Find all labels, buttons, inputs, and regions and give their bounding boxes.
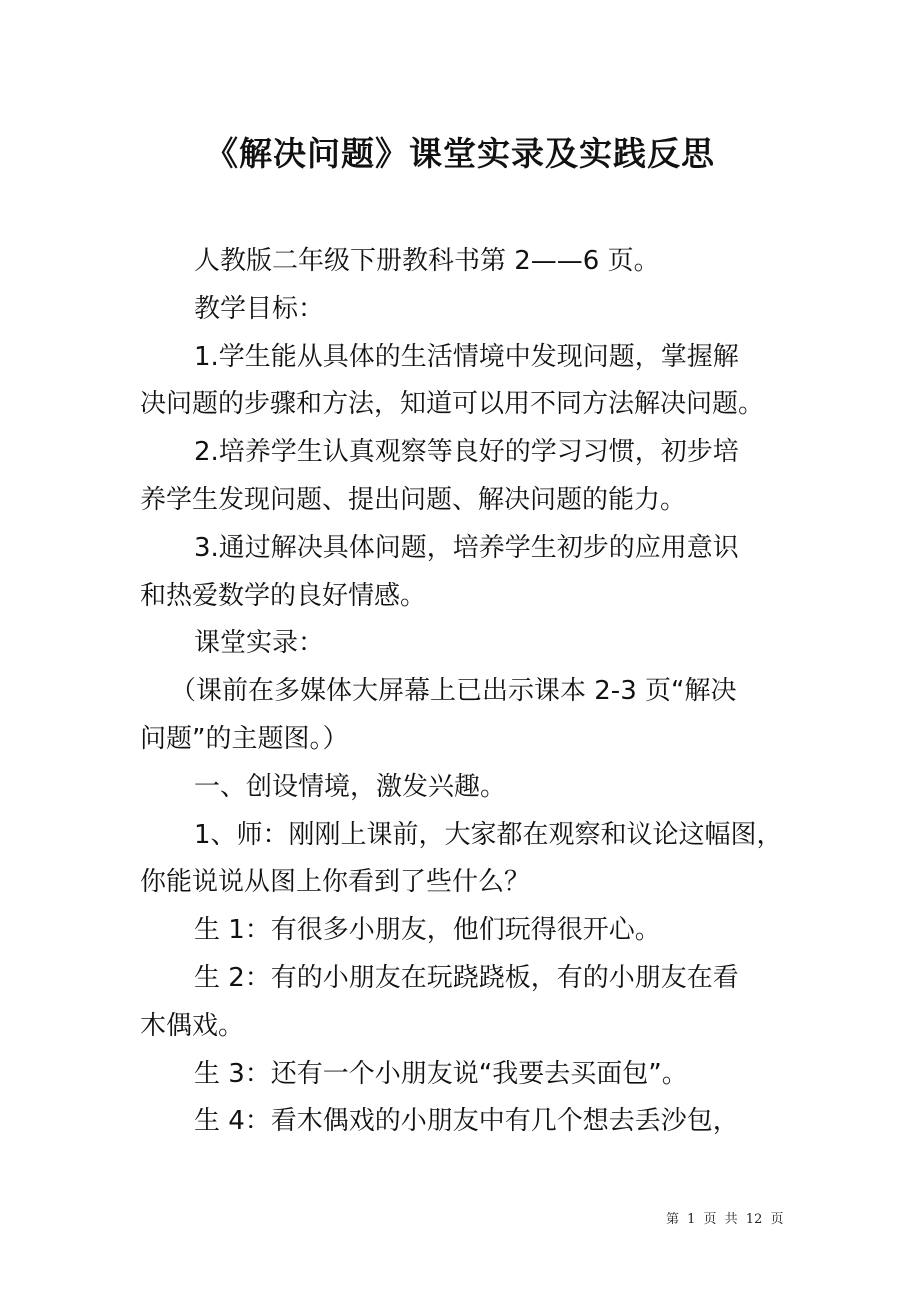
text-line: 1、师：刚刚上课前，大家都在观察和议论这幅图，: [194, 819, 783, 850]
text-line: 3.通过解决具体问题，培养学生初步的应用意识: [194, 532, 739, 563]
text-line: 生 1：有很多小朋友，他们玩得很开心。: [194, 915, 661, 946]
document-body: [140, 238, 800, 1146]
text-line: 2.培养学生认真观察等良好的学习习惯，初步培: [194, 437, 739, 468]
text-line: 你能说说从图上你看到了些什么？: [140, 867, 531, 898]
text-line: 一、创设情境，激发兴趣。: [194, 771, 507, 802]
text-line: 决问题的步骤和方法，知道可以用不同方法解决问题。: [140, 389, 765, 420]
text-line: 问题”的主题图。）: [140, 723, 349, 754]
page-number-footer: 第 1 页 共 12 页: [666, 1212, 784, 1227]
text-line: 生 2：有的小朋友在玩跷跷板，有的小朋友在看: [194, 962, 739, 993]
text-line: 养学生发现问题、提出问题、解决问题的能力。: [140, 484, 687, 515]
document-title: 《解决问题》课堂实录及实践反思: [205, 134, 715, 173]
text-line: 和热爱数学的良好情感。: [140, 580, 427, 611]
text-line: 木偶戏。: [140, 1010, 245, 1041]
text-line: 1.学生能从具体的生活情境中发现问题，掌握解: [194, 341, 739, 372]
text-line: 生 4：看木偶戏的小朋友中有几个想去丢沙包，: [194, 1106, 739, 1137]
text-line: 人教版二年级下册教科书第 2——6 页。: [194, 246, 660, 276]
text-line: （课前在多媒体大屏幕上已出示课本 2-3 页“解决: [170, 676, 737, 707]
text-line: 课堂实录：: [194, 628, 325, 659]
text-line: 教学目标：: [194, 293, 325, 324]
text-line: 生 3：还有一个小朋友说“我要去买面包”。: [194, 1058, 688, 1089]
